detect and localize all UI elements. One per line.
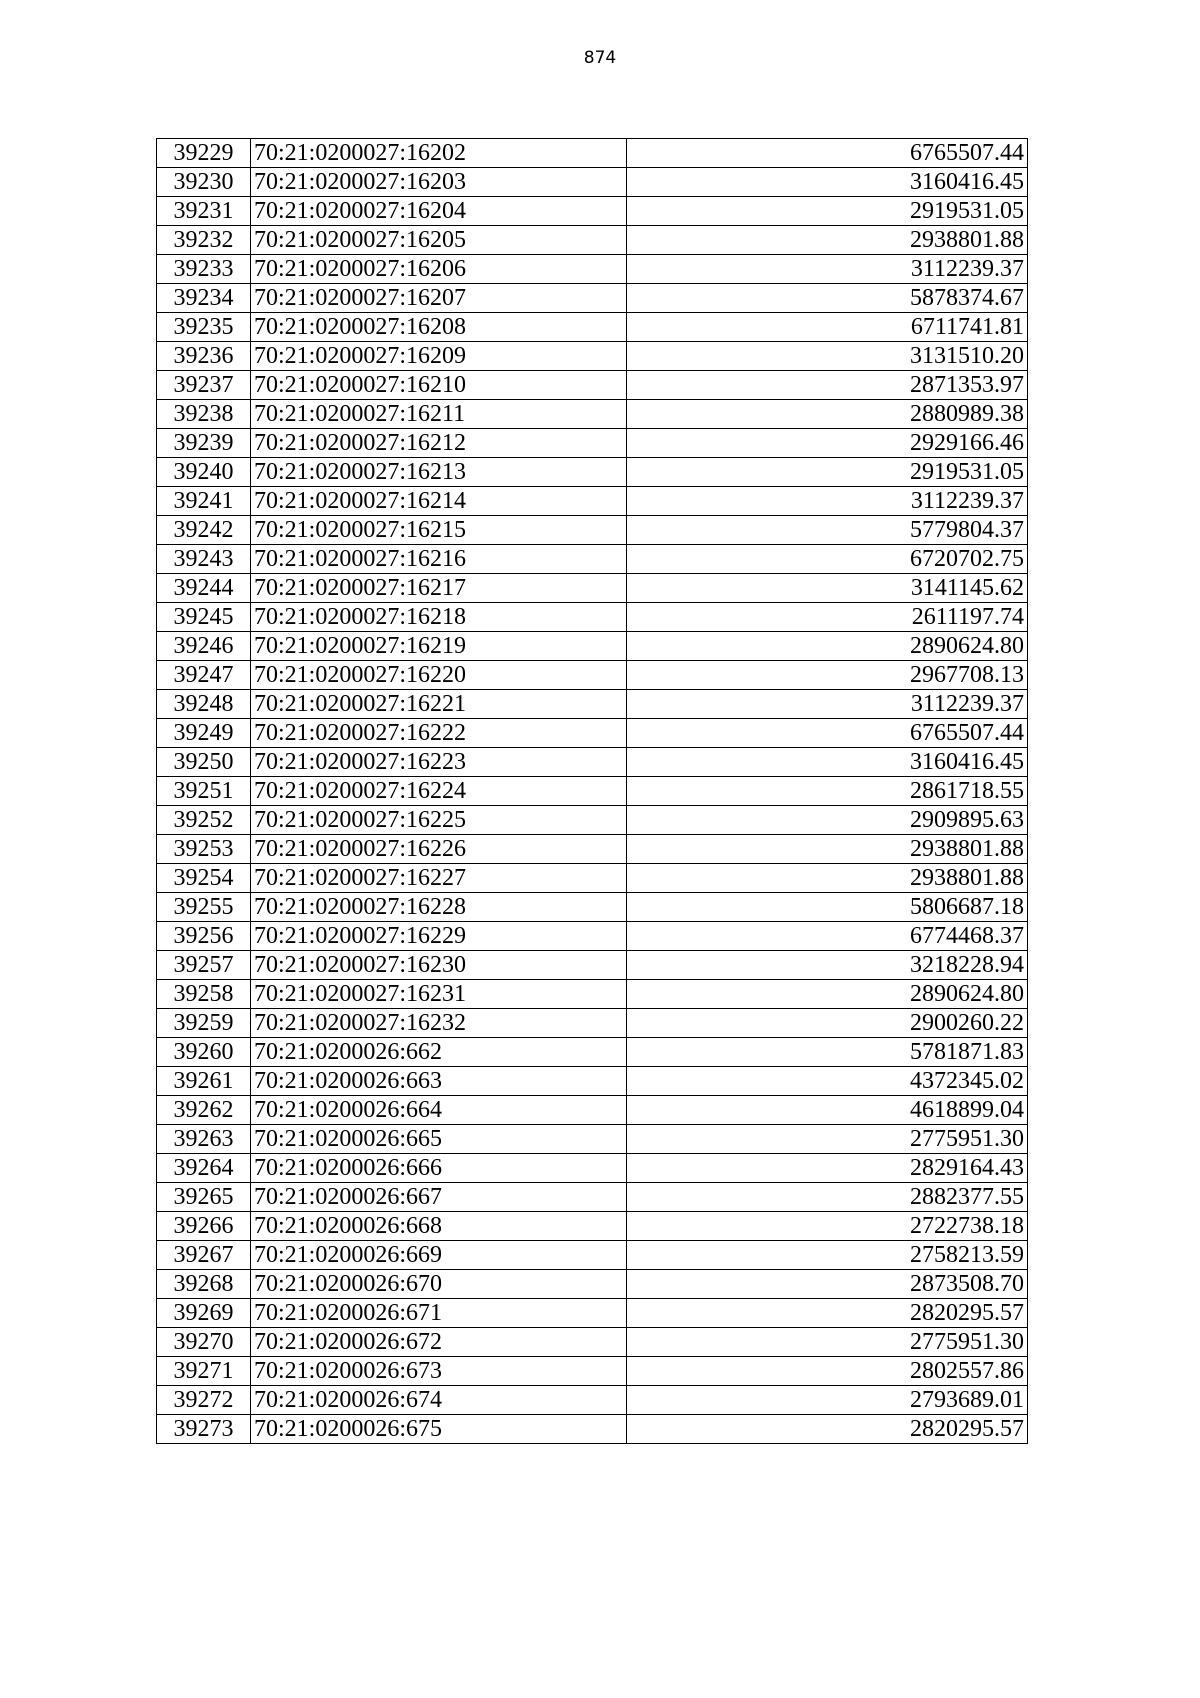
cadastral-number-cell: 70:21:0200026:663 <box>251 1067 627 1096</box>
table-row <box>157 690 1028 719</box>
cadastral-number-cell: 70:21:0200027:16226 <box>251 835 627 864</box>
cadastral-number-cell: 70:21:0200026:669 <box>251 1241 627 1270</box>
table-body <box>157 139 1028 1444</box>
table-row <box>157 342 1028 371</box>
cadastral-number-cell: 70:21:0200027:16220 <box>251 661 627 690</box>
cadastral-number-cell: 70:21:0200027:16223 <box>251 748 627 777</box>
cadastral-value-cell: 2758213.59 <box>627 1241 1028 1270</box>
cadastral-value-cell: 5781871.83 <box>627 1038 1028 1067</box>
cadastral-number-cell: 70:21:0200027:16206 <box>251 255 627 284</box>
row-number-cell: 39243 <box>157 545 251 574</box>
row-number-cell: 39261 <box>157 1067 251 1096</box>
table-row <box>157 951 1028 980</box>
table-row <box>157 400 1028 429</box>
table-row <box>157 922 1028 951</box>
cadastral-value-cell: 6774468.37 <box>627 922 1028 951</box>
cadastral-number-cell: 70:21:0200026:673 <box>251 1357 627 1386</box>
table-row <box>157 429 1028 458</box>
row-number-cell: 39247 <box>157 661 251 690</box>
table-row <box>157 632 1028 661</box>
row-number-cell: 39244 <box>157 574 251 603</box>
row-number-cell: 39240 <box>157 458 251 487</box>
table-row <box>157 980 1028 1009</box>
cadastral-number-cell: 70:21:0200027:16230 <box>251 951 627 980</box>
table-row <box>157 255 1028 284</box>
cadastral-value-cell: 2829164.43 <box>627 1154 1028 1183</box>
table-row <box>157 1241 1028 1270</box>
row-number-cell: 39270 <box>157 1328 251 1357</box>
table-row <box>157 1328 1028 1357</box>
table-row <box>157 226 1028 255</box>
cadastral-value-cell: 2938801.88 <box>627 835 1028 864</box>
row-number-cell: 39233 <box>157 255 251 284</box>
table-row <box>157 313 1028 342</box>
cadastral-number-cell: 70:21:0200026:662 <box>251 1038 627 1067</box>
cadastral-value-cell: 4372345.02 <box>627 1067 1028 1096</box>
cadastral-number-cell: 70:21:0200026:664 <box>251 1096 627 1125</box>
row-number-cell: 39268 <box>157 1270 251 1299</box>
row-number-cell: 39251 <box>157 777 251 806</box>
cadastral-number-cell: 70:21:0200026:671 <box>251 1299 627 1328</box>
row-number-cell: 39263 <box>157 1125 251 1154</box>
table-row <box>157 1096 1028 1125</box>
row-number-cell: 39235 <box>157 313 251 342</box>
cadastral-number-cell: 70:21:0200026:666 <box>251 1154 627 1183</box>
cadastral-number-cell: 70:21:0200027:16210 <box>251 371 627 400</box>
table-row <box>157 806 1028 835</box>
cadastral-value-cell: 6765507.44 <box>627 719 1028 748</box>
cadastral-value-cell: 2722738.18 <box>627 1212 1028 1241</box>
row-number-cell: 39267 <box>157 1241 251 1270</box>
cadastral-number-cell: 70:21:0200027:16218 <box>251 603 627 632</box>
row-number-cell: 39256 <box>157 922 251 951</box>
row-number-cell: 39255 <box>157 893 251 922</box>
cadastral-value-cell: 2802557.86 <box>627 1357 1028 1386</box>
cadastral-number-cell: 70:21:0200026:668 <box>251 1212 627 1241</box>
row-number-cell: 39238 <box>157 400 251 429</box>
cadastral-number-cell: 70:21:0200027:16222 <box>251 719 627 748</box>
cadastral-value-table <box>156 138 1028 1444</box>
table-row <box>157 458 1028 487</box>
cadastral-number-cell: 70:21:0200027:16203 <box>251 168 627 197</box>
cadastral-value-cell: 2938801.88 <box>627 864 1028 893</box>
cadastral-value-cell: 2611197.74 <box>627 603 1028 632</box>
cadastral-value-cell: 2775951.30 <box>627 1328 1028 1357</box>
cadastral-value-cell: 3160416.45 <box>627 748 1028 777</box>
table-row <box>157 516 1028 545</box>
cadastral-value-cell: 6711741.81 <box>627 313 1028 342</box>
cadastral-value-cell: 2929166.46 <box>627 429 1028 458</box>
cadastral-number-cell: 70:21:0200027:16213 <box>251 458 627 487</box>
cadastral-number-cell: 70:21:0200027:16215 <box>251 516 627 545</box>
table-row <box>157 1415 1028 1444</box>
table-row <box>157 1183 1028 1212</box>
row-number-cell: 39229 <box>157 139 251 168</box>
cadastral-number-cell: 70:21:0200027:16221 <box>251 690 627 719</box>
row-number-cell: 39237 <box>157 371 251 400</box>
table-row <box>157 748 1028 777</box>
table-row <box>157 1357 1028 1386</box>
cadastral-number-cell: 70:21:0200026:665 <box>251 1125 627 1154</box>
cadastral-value-cell: 2873508.70 <box>627 1270 1028 1299</box>
table-row <box>157 864 1028 893</box>
cadastral-number-cell: 70:21:0200027:16232 <box>251 1009 627 1038</box>
row-number-cell: 39232 <box>157 226 251 255</box>
row-number-cell: 39257 <box>157 951 251 980</box>
table-row <box>157 1067 1028 1096</box>
cadastral-number-cell: 70:21:0200027:16212 <box>251 429 627 458</box>
cadastral-value-cell: 3112239.37 <box>627 255 1028 284</box>
cadastral-value-cell: 3112239.37 <box>627 690 1028 719</box>
cadastral-value-cell: 2820295.57 <box>627 1415 1028 1444</box>
cadastral-number-cell: 70:21:0200026:672 <box>251 1328 627 1357</box>
cadastral-value-cell: 3218228.94 <box>627 951 1028 980</box>
row-number-cell: 39236 <box>157 342 251 371</box>
row-number-cell: 39266 <box>157 1212 251 1241</box>
table-row <box>157 661 1028 690</box>
row-number-cell: 39269 <box>157 1299 251 1328</box>
cadastral-value-cell: 2793689.01 <box>627 1386 1028 1415</box>
cadastral-value-cell: 2938801.88 <box>627 226 1028 255</box>
cadastral-value-cell: 2880989.38 <box>627 400 1028 429</box>
cadastral-number-cell: 70:21:0200027:16216 <box>251 545 627 574</box>
cadastral-value-cell: 2775951.30 <box>627 1125 1028 1154</box>
cadastral-number-cell: 70:21:0200027:16217 <box>251 574 627 603</box>
cadastral-value-cell: 4618899.04 <box>627 1096 1028 1125</box>
table-row <box>157 835 1028 864</box>
cadastral-value-cell: 2909895.63 <box>627 806 1028 835</box>
row-number-cell: 39234 <box>157 284 251 313</box>
row-number-cell: 39264 <box>157 1154 251 1183</box>
row-number-cell: 39250 <box>157 748 251 777</box>
cadastral-value-cell: 2919531.05 <box>627 458 1028 487</box>
table-row <box>157 1125 1028 1154</box>
row-number-cell: 39262 <box>157 1096 251 1125</box>
table-row <box>157 574 1028 603</box>
cadastral-number-cell: 70:21:0200027:16229 <box>251 922 627 951</box>
table-row <box>157 284 1028 313</box>
cadastral-value-cell: 2967708.13 <box>627 661 1028 690</box>
row-number-cell: 39259 <box>157 1009 251 1038</box>
row-number-cell: 39231 <box>157 197 251 226</box>
row-number-cell: 39254 <box>157 864 251 893</box>
table-row <box>157 719 1028 748</box>
row-number-cell: 39241 <box>157 487 251 516</box>
cadastral-value-cell: 2890624.80 <box>627 632 1028 661</box>
row-number-cell: 39230 <box>157 168 251 197</box>
cadastral-value-cell: 2871353.97 <box>627 371 1028 400</box>
table-row <box>157 1212 1028 1241</box>
table-row <box>157 371 1028 400</box>
cadastral-value-cell: 3131510.20 <box>627 342 1028 371</box>
cadastral-value-cell: 5779804.37 <box>627 516 1028 545</box>
cadastral-number-cell: 70:21:0200027:16204 <box>251 197 627 226</box>
cadastral-number-cell: 70:21:0200026:674 <box>251 1386 627 1415</box>
row-number-cell: 39265 <box>157 1183 251 1212</box>
cadastral-value-cell: 2919531.05 <box>627 197 1028 226</box>
table-row <box>157 1038 1028 1067</box>
table-row <box>157 545 1028 574</box>
table-row <box>157 139 1028 168</box>
table-row <box>157 1270 1028 1299</box>
table-row <box>157 893 1028 922</box>
cadastral-value-cell: 6720702.75 <box>627 545 1028 574</box>
cadastral-number-cell: 70:21:0200027:16211 <box>251 400 627 429</box>
cadastral-number-cell: 70:21:0200027:16214 <box>251 487 627 516</box>
row-number-cell: 39260 <box>157 1038 251 1067</box>
cadastral-value-cell: 2882377.55 <box>627 1183 1028 1212</box>
table-row <box>157 603 1028 632</box>
table-row <box>157 1386 1028 1415</box>
table-row <box>157 168 1028 197</box>
row-number-cell: 39239 <box>157 429 251 458</box>
cadastral-value-cell: 2900260.22 <box>627 1009 1028 1038</box>
cadastral-value-cell: 2820295.57 <box>627 1299 1028 1328</box>
table-row <box>157 487 1028 516</box>
cadastral-number-cell: 70:21:0200026:667 <box>251 1183 627 1212</box>
cadastral-number-cell: 70:21:0200027:16207 <box>251 284 627 313</box>
table-row <box>157 1299 1028 1328</box>
row-number-cell: 39249 <box>157 719 251 748</box>
cadastral-number-cell: 70:21:0200027:16225 <box>251 806 627 835</box>
row-number-cell: 39272 <box>157 1386 251 1415</box>
cadastral-value-cell: 3141145.62 <box>627 574 1028 603</box>
cadastral-value-cell: 5878374.67 <box>627 284 1028 313</box>
row-number-cell: 39245 <box>157 603 251 632</box>
cadastral-number-cell: 70:21:0200027:16231 <box>251 980 627 1009</box>
cadastral-number-cell: 70:21:0200027:16208 <box>251 313 627 342</box>
cadastral-value-cell: 2861718.55 <box>627 777 1028 806</box>
cadastral-number-cell: 70:21:0200026:670 <box>251 1270 627 1299</box>
cadastral-value-cell: 3160416.45 <box>627 168 1028 197</box>
cadastral-number-cell: 70:21:0200027:16202 <box>251 139 627 168</box>
row-number-cell: 39248 <box>157 690 251 719</box>
table-row <box>157 777 1028 806</box>
row-number-cell: 39253 <box>157 835 251 864</box>
cadastral-number-cell: 70:21:0200027:16219 <box>251 632 627 661</box>
table-row <box>157 1154 1028 1183</box>
cadastral-value-cell: 5806687.18 <box>627 893 1028 922</box>
row-number-cell: 39252 <box>157 806 251 835</box>
cadastral-number-cell: 70:21:0200026:675 <box>251 1415 627 1444</box>
cadastral-number-cell: 70:21:0200027:16224 <box>251 777 627 806</box>
cadastral-number-cell: 70:21:0200027:16227 <box>251 864 627 893</box>
row-number-cell: 39273 <box>157 1415 251 1444</box>
cadastral-number-cell: 70:21:0200027:16209 <box>251 342 627 371</box>
row-number-cell: 39258 <box>157 980 251 1009</box>
table-row <box>157 197 1028 226</box>
row-number-cell: 39271 <box>157 1357 251 1386</box>
cadastral-value-cell: 6765507.44 <box>627 139 1028 168</box>
cadastral-value-cell: 2890624.80 <box>627 980 1028 1009</box>
cadastral-number-cell: 70:21:0200027:16228 <box>251 893 627 922</box>
cadastral-value-cell: 3112239.37 <box>627 487 1028 516</box>
cadastral-number-cell: 70:21:0200027:16205 <box>251 226 627 255</box>
row-number-cell: 39242 <box>157 516 251 545</box>
row-number-cell: 39246 <box>157 632 251 661</box>
page-number: 874 <box>583 48 617 68</box>
table-row <box>157 1009 1028 1038</box>
